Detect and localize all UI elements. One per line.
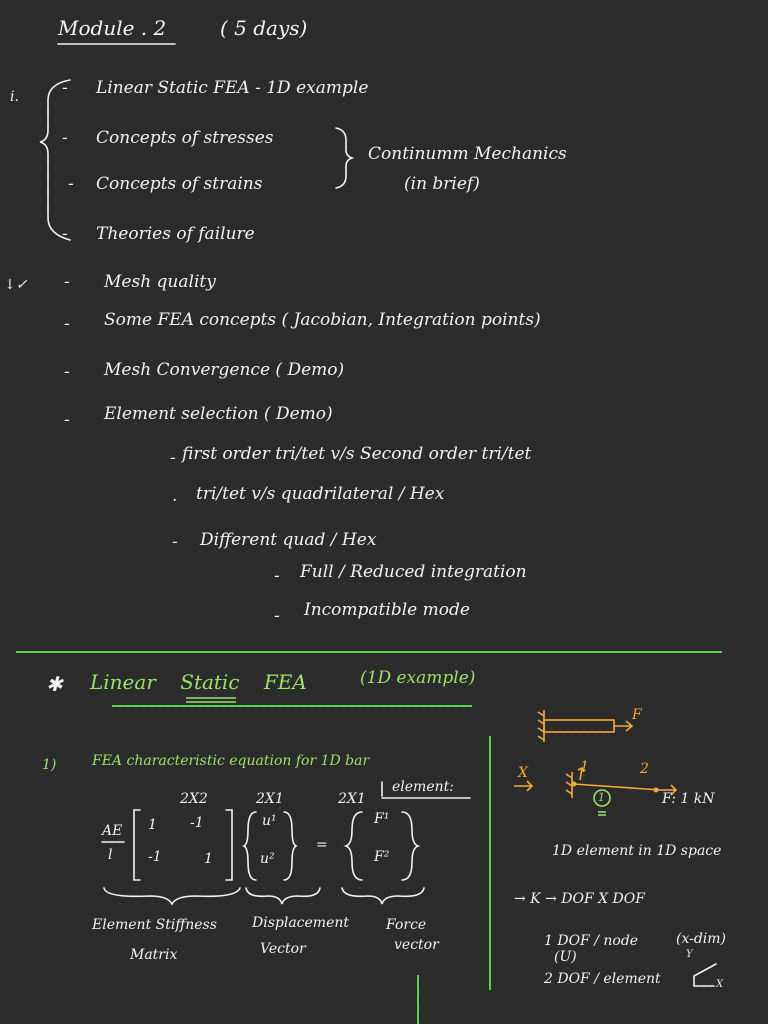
- displacement-left-brace: [244, 812, 256, 880]
- bullet-dash: -: [62, 224, 68, 244]
- k-dof: → K → DOF X DOF: [514, 891, 645, 907]
- bullet-dash: -: [172, 532, 178, 552]
- label-displacement: Displacement: [252, 915, 350, 931]
- topic-linear-static: Linear Static FEA - 1D example: [96, 78, 369, 98]
- bullet-dash: -: [274, 606, 280, 626]
- bullet-dash: -: [64, 410, 70, 430]
- section-subtitle: (1D example): [360, 668, 476, 688]
- force-underbrace: [342, 888, 424, 904]
- subtopic-different-quad: Different quad / Hex: [200, 530, 377, 550]
- size-u: 2X1: [256, 791, 284, 807]
- size-k: 2X2: [180, 791, 208, 807]
- x-axis-label: X: [716, 979, 724, 990]
- margin-mark-second: ↓✓: [4, 277, 28, 293]
- bullet-dash: -: [64, 314, 70, 334]
- force-right-brace: [402, 812, 418, 880]
- side-caption: 1D element in 1D space: [552, 843, 722, 859]
- subtopic-incompatible: Incompatible mode: [304, 600, 470, 620]
- topic-strains: Concepts of strains: [96, 174, 263, 194]
- equation-caption-box: element:: [392, 779, 454, 795]
- k22: 1: [204, 851, 213, 867]
- k21: -1: [148, 849, 162, 865]
- topic-fea-concepts: Some FEA concepts ( Jacobian, Integration points): [104, 310, 541, 330]
- item-mark: 1): [42, 757, 57, 773]
- label-force: Force: [386, 917, 427, 933]
- equation-caption: FEA characteristic equation for 1D bar: [92, 753, 370, 769]
- k12: -1: [190, 815, 204, 831]
- topic-mesh-quality: Mesh quality: [104, 272, 216, 292]
- bullet-dash: -: [62, 78, 68, 98]
- y-axis-label: Y: [686, 949, 693, 960]
- topic-group-brace: [40, 80, 70, 240]
- coef-num: AE: [102, 823, 123, 839]
- module-duration: ( 5 days): [220, 16, 308, 40]
- bullet-dash: -: [62, 128, 68, 148]
- load-label: F: 1 kN: [662, 791, 715, 807]
- element-diagram-icon: [566, 768, 676, 815]
- stiffness-underbrace: [104, 888, 240, 904]
- module-title: Module . 2: [58, 16, 167, 40]
- dof-u: (U): [554, 949, 577, 965]
- dim-note: (x-dim): [676, 931, 727, 947]
- topic-element-selection: Element selection ( Demo): [104, 404, 333, 424]
- stiffness-left-bracket: [134, 810, 140, 880]
- node-1-label: 1: [580, 759, 589, 775]
- topic-failure: Theories of failure: [96, 224, 255, 244]
- force-left-brace: [346, 812, 362, 880]
- xy-axes-icon: [694, 964, 716, 986]
- element-number: 1: [598, 791, 605, 804]
- equals-sign: =: [316, 837, 328, 853]
- label-displacement-vector: Vector: [260, 941, 306, 957]
- u2: u²: [260, 851, 275, 867]
- subtopic-full-reduced: Full / Reduced integration: [300, 562, 527, 582]
- axis-label: X: [518, 765, 528, 781]
- bullet-dash: -: [64, 362, 70, 382]
- static-double-underline: [186, 698, 236, 702]
- stiffness-right-bracket: [226, 810, 232, 880]
- label-stiffness: Element Stiffness: [92, 917, 217, 933]
- size-f: 2X1: [338, 791, 366, 807]
- label-force-vector: vector: [394, 937, 439, 953]
- dof-per-node: 1 DOF / node: [544, 933, 639, 949]
- bullet-dash: -: [64, 272, 70, 292]
- label-stiffness-matrix: Matrix: [130, 947, 178, 963]
- continuum-note-brief: (in brief): [404, 174, 480, 194]
- bullet-dash: -: [274, 566, 280, 586]
- subtopic-first-vs-second-order: first order tri/tet v/s Second order tri/tet: [182, 444, 532, 464]
- node-2-label: 2: [640, 761, 649, 777]
- dof-per-element: 2 DOF / element: [544, 971, 661, 987]
- f1: F¹: [374, 811, 390, 827]
- continuum-note: Continumm Mechanics: [368, 144, 567, 164]
- f2: F²: [374, 849, 390, 865]
- displacement-right-brace: [284, 812, 296, 880]
- x-axis-arrow-icon: [514, 781, 532, 791]
- displacement-underbrace: [246, 888, 320, 904]
- margin-mark-first: i.: [10, 89, 19, 105]
- topic-stresses: Concepts of stresses: [96, 128, 274, 148]
- bar-sketch-icon: [538, 710, 632, 742]
- u1: u¹: [262, 813, 277, 829]
- force-label: F: [632, 707, 642, 723]
- bullet-dash: -: [170, 448, 176, 468]
- topic-mesh-convergence: Mesh Convergence ( Demo): [104, 360, 345, 380]
- section-title: Linear Static FEA: [90, 670, 307, 694]
- continuum-brace: [336, 128, 352, 188]
- coef-den: l: [108, 847, 113, 863]
- bullet-dot: .: [172, 486, 178, 506]
- bullet-dash: -: [68, 174, 74, 194]
- k11: 1: [148, 817, 157, 833]
- star-icon: ✱: [46, 672, 63, 696]
- subtopic-tri-vs-quad: tri/tet v/s quadrilateral / Hex: [196, 484, 445, 504]
